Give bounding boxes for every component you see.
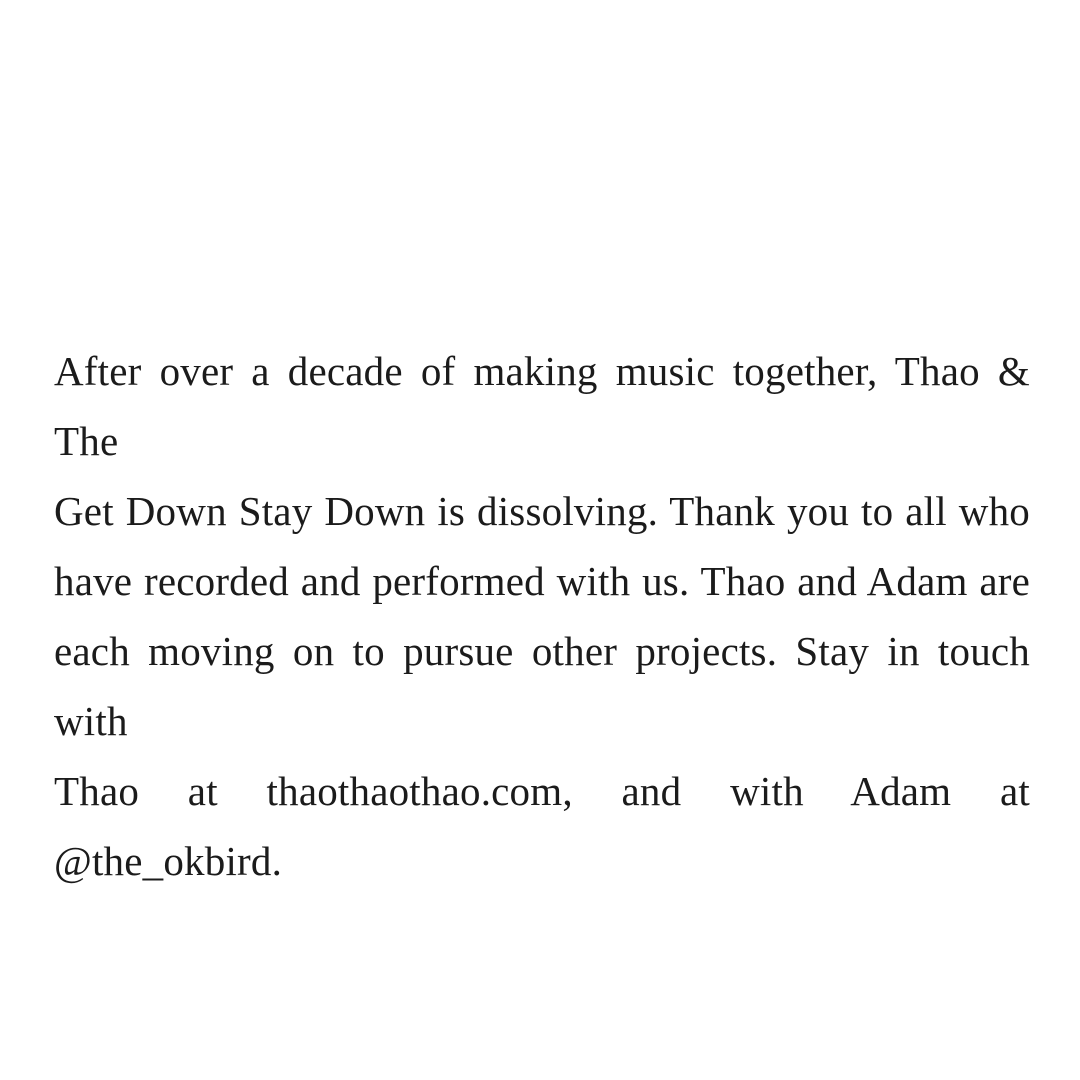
announcement-line-2: Get Down Stay Down is dissolving. Thank you to all who [54,488,1030,534]
announcement-line-4: each moving on to pursue other projects. Stay in touch with [54,628,1030,744]
announcement-line-3: have recorded and performed with us. Thao and Adam are [54,558,1030,604]
announcement-line-1: After over a decade of making music together, Thao & The [54,348,1030,464]
announcement-text [54,336,1030,896]
announcement-line-5: Thao at thaothaothao.com, and with Adam at @the_okbird. [54,768,1030,884]
